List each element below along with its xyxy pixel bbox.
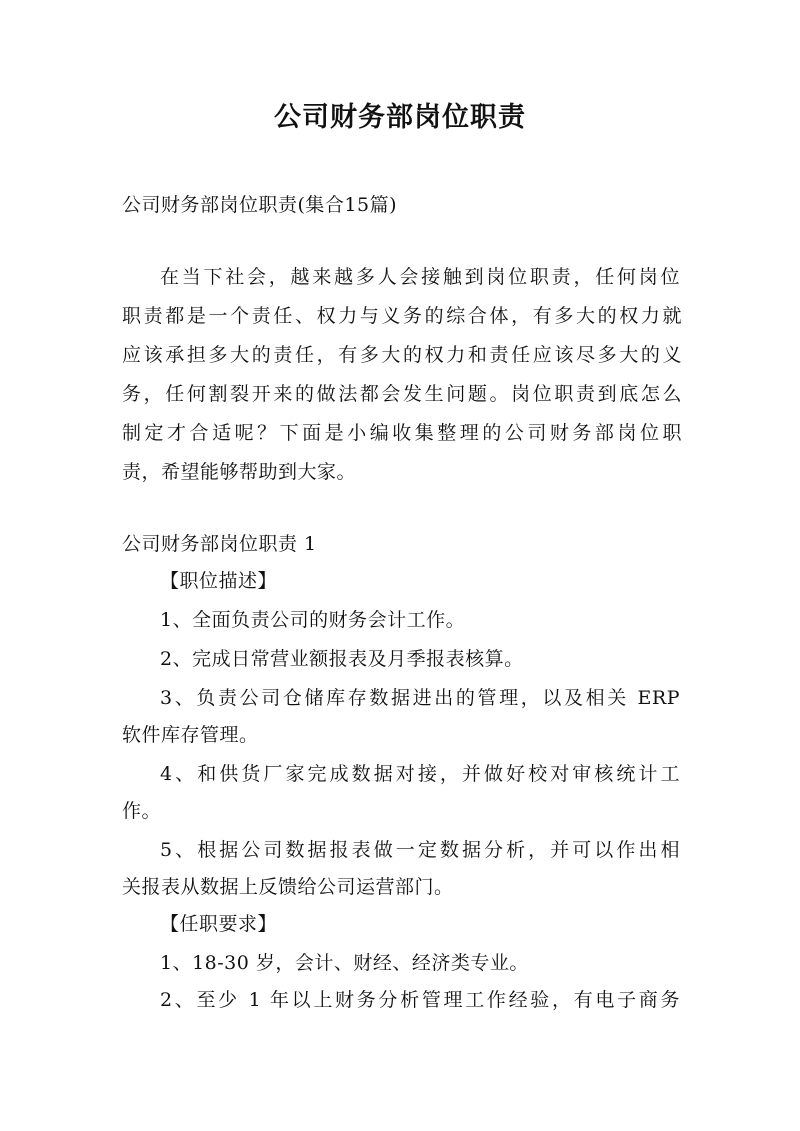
document-subtitle: 公司财务部岗位职责(集合15篇) [122, 194, 398, 216]
list-item: 5、根据公司数据报表做一定数据分析，并可以作出相 [160, 839, 680, 861]
list-item: 3、负责公司仓储库存数据进出的管理，以及相关 ERP [160, 687, 680, 709]
intro-line: 应该承担多大的责任，有多大的权力和责任应该尽多大的义 [122, 344, 682, 366]
list-item-continuation: 关报表从数据上反馈给公司运营部门。 [122, 876, 454, 898]
section-heading: 公司财务部岗位职责 1 [122, 533, 317, 555]
list-item: 1、全面负责公司的财务会计工作。 [160, 609, 466, 631]
intro-line: 职责都是一个责任、权力与义务的综合体，有多大的权力就 [122, 305, 682, 327]
list-item: 2、完成日常营业额报表及月季报表核算。 [160, 648, 524, 670]
list-item-continuation: 作。 [122, 800, 162, 822]
requirements-label: 【任职要求】 [160, 913, 278, 935]
document-title: 公司财务部岗位职责 [274, 102, 526, 133]
list-item: 1、18-30 岁，会计、财经、经济类专业。 [160, 952, 529, 974]
list-item: 4、和供货厂家完成数据对接，并做好校对审核统计工 [160, 763, 680, 785]
intro-line: 在当下社会，越来越多人会接触到岗位职责，任何岗位 [160, 266, 680, 288]
intro-line: 责，希望能够帮助到大家。 [122, 461, 357, 483]
intro-line: 务，任何割裂开来的做法都会发生问题。岗位职责到底怎么 [122, 383, 682, 405]
list-item: 2、至少 1 年以上财务分析管理工作经验，有电子商务 [160, 989, 680, 1011]
intro-line: 制定才合适呢？下面是小编收集整理的公司财务部岗位职 [122, 422, 682, 444]
job-description-label: 【职位描述】 [160, 570, 278, 592]
list-item-continuation: 软件库存管理。 [122, 724, 259, 746]
